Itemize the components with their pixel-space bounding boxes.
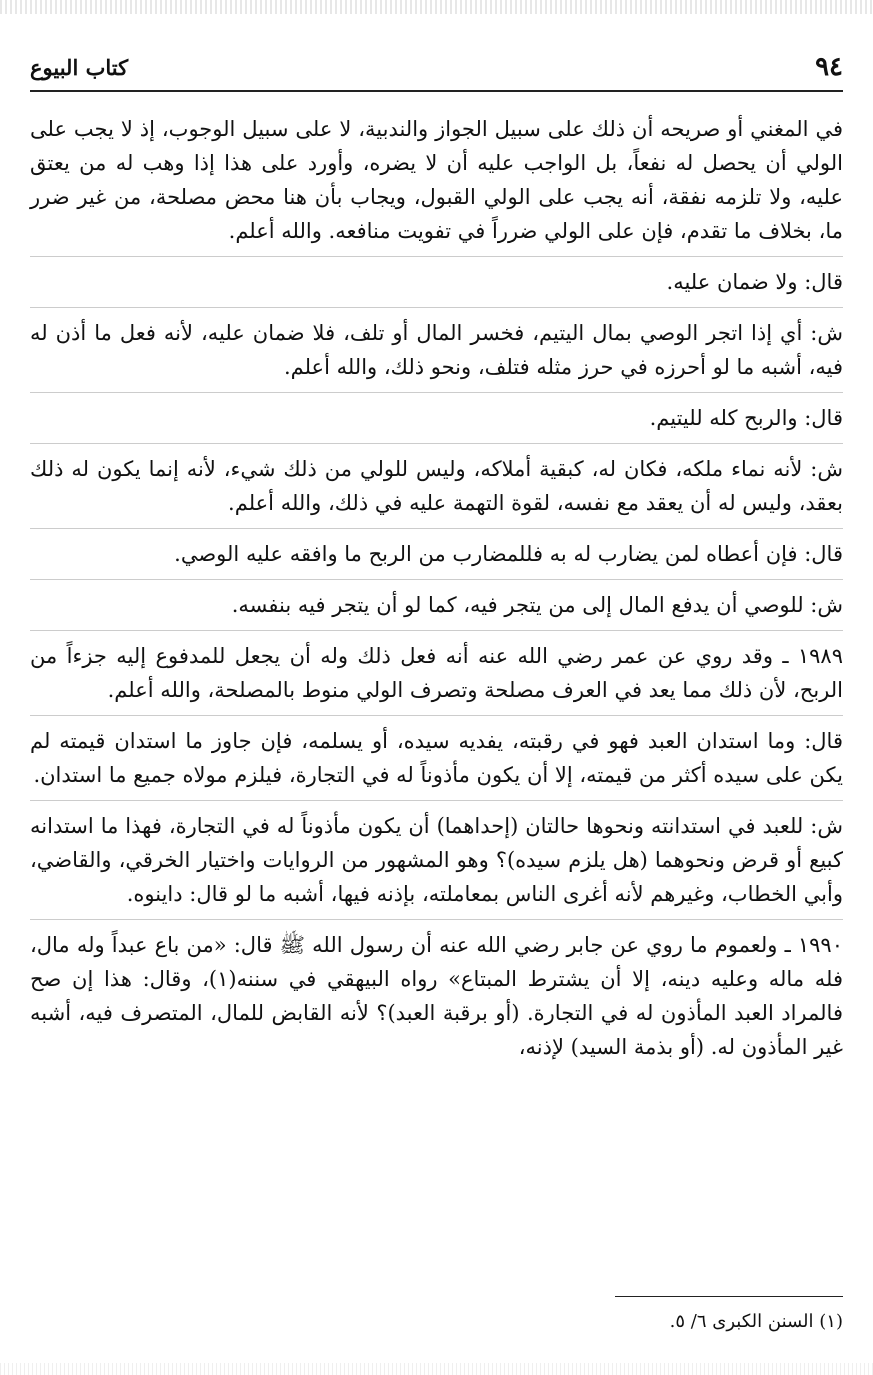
paragraph-4: قال: والربح كله لليتيم.	[30, 392, 843, 435]
paragraph-9: قال: وما استدان العبد فهو في رقبته، يفديه سيده، أو يسلمه، فإن جاوز ما استدان قيمته لم يكن على سيده أكثر من قيمته، إلا أن يكون مأذوناً له في التجارة، فيلزم مولاه جميع ما استدان.	[30, 715, 843, 792]
page-header	[30, 44, 843, 92]
paragraph-8: ١٩٨٩ ـ وقد روي عن عمر رضي الله عنه أنه فعل ذلك وله أن يجعل للمدفوع إليه جزءاً من الربح، لأن ذلك مما يعد في العرف مصلحة وتصرف الولي منوط بالمصلحة، والله أعلم.	[30, 630, 843, 707]
page-body	[30, 108, 843, 1068]
footnote-divider	[615, 1296, 843, 1297]
scan-edge-top	[0, 0, 873, 14]
paragraph-1: في المغني أو صريحه أن ذلك على سبيل الجواز والندبية، لا على سبيل الوجوب، إذ لا يجب على الولي أن يحصل له نفعاً، بل الواجب عليه أن لا يضره، وأورد على هذا إذا وهب له من يعتق عليه، ولا تلزمه نفقة، أنه يجب على الولي القبول، ويجاب بأن هنا محض مصلحة، من غير ضرر ما، بخلاف ما تقدم، فإن على الولي ضرراً في تفويت منافعه. والله أعلم.	[30, 117, 843, 243]
paragraph-6: قال: فإن أعطاه لمن يضارب له به فللمضارب من الربح ما وافقه عليه الوصي.	[30, 528, 843, 571]
paragraph-10: ش: للعبد في استدانته ونحوها حالتان (إحداهما) أن يكون مأذوناً له في التجارة، فهذا ما استدانه كبيع أو قرض ونحوهما (هل يلزم سيده)؟ وهو المشهور من الروايات واختيار الخرقي، والقاضي، وأبي الخطاب، وغيرهم لأنه أغرى الناس بمعاملته، بإذنه فيها، أشبه ما لو قال: داينوه.	[30, 800, 843, 911]
running-title: كتاب البيوع	[30, 54, 129, 80]
scan-edge-bottom	[0, 1363, 873, 1375]
footnote: (١) السنن الكبرى ٦/ ٥.	[669, 1311, 843, 1332]
paragraph-7: ش: للوصي أن يدفع المال إلى من يتجر فيه، كما لو أن يتجر فيه بنفسه.	[30, 579, 843, 622]
paragraph-11: ١٩٩٠ ـ ولعموم ما روي عن جابر رضي الله عنه أن رسول الله ﷺ قال: «من باع عبداً وله مال، فله ماله وعليه دينه، إلا أن يشترط المبتاع» رواه البيهقي في سننه(١)، وقال: هذا إن صح فالمراد العبد المأذون له في التجارة. (أو برقبة العبد)؟ لأنه القابض للمال، المتصرف فيه، أشبه غير المأذون له. (أو بذمة السيد) لإذنه،	[30, 919, 843, 1064]
paragraph-2: قال: ولا ضمان عليه.	[30, 256, 843, 299]
paragraph-3: ش: أي إذا اتجر الوصي بمال اليتيم، فخسر المال أو تلف، فلا ضمان عليه، لأنه فعل ما أذن له فيه، أشبه ما لو أحرزه في حرز مثله فتلف، ونحو ذلك، والله أعلم.	[30, 307, 843, 384]
page-number: ٩٤	[815, 52, 843, 82]
paragraph-5: ش: لأنه نماء ملكه، فكان له، كبقية أملاكه، وليس للولي من ذلك شيء، لأنه إنما يكون له ذلك بعقد، وليس له أن يعقد مع نفسه، لقوة التهمة عليه في ذلك، والله أعلم.	[30, 443, 843, 520]
